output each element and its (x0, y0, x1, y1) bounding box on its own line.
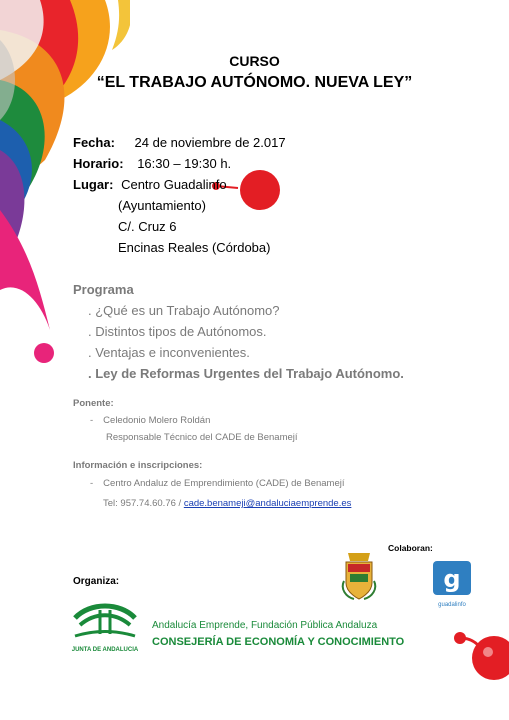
programa-item: . Ventajas e inconvenientes. (88, 345, 250, 360)
info-center: Centro Andaluz de Emprendimiento (CADE) de Benamejí (103, 478, 345, 489)
colaboran-label: Colaboran: (388, 543, 433, 553)
horario-row (73, 156, 231, 171)
guadalinfo-icon (432, 560, 472, 596)
horario-value: 16:30 – 19:30 h. (137, 156, 232, 171)
course-title: “EL TRABAJO AUTÓNOMO. NUEVA LEY” (96, 74, 413, 91)
decorative-red-circle (210, 168, 282, 216)
fecha-row (73, 135, 286, 150)
horario-label: Horario: (73, 156, 124, 171)
ponente-name: Celedonio Molero Roldán (103, 415, 211, 426)
lugar-row (73, 177, 227, 192)
ponente-heading: Ponente: (73, 398, 114, 409)
junta-emblem-icon (70, 600, 140, 642)
info-heading: Información e inscripciones: (73, 460, 203, 471)
decorative-red-circle-bottom (452, 626, 509, 686)
guadalinfo-text: guadalinfo (438, 602, 466, 608)
lugar-label: Lugar: (73, 177, 114, 192)
org-line1: Andalucía Emprende, Fundación Pública Andaluza (152, 620, 378, 631)
junta-logo (70, 600, 140, 652)
info-contact-row (103, 498, 351, 509)
coat-of-arms-logo (338, 551, 380, 601)
info-center-row: - Centro Andaluz de Emprendimiento (CADE) de Benamejí (90, 478, 345, 489)
junta-text: JUNTA DE ANDALUCIA (71, 647, 139, 653)
info-tel: Tel: 957.74.60.76 / (103, 498, 184, 509)
lugar-line: (Ayuntamiento) (118, 198, 206, 213)
guadalinfo-logo (432, 560, 472, 608)
ponente-role: Responsable Técnico del CADE de Benamejí (106, 432, 298, 443)
course-label: CURSO (229, 53, 280, 69)
ponente-name-row: - Celedonio Molero Roldán (90, 415, 211, 426)
org-line2: CONSEJERÍA DE ECONOMÍA Y CONOCIMIENTO (152, 636, 405, 648)
fecha-label: Fecha: (73, 135, 115, 150)
lugar-line: Encinas Reales (Córdoba) (118, 240, 271, 255)
programa-item: . ¿Qué es un Trabajo Autónomo? (88, 303, 280, 318)
lugar-line: C/. Cruz 6 (118, 219, 177, 234)
email-link[interactable]: cade.benameji@andaluciaemprende.es (183, 498, 352, 509)
programa-item: . Distintos tipos de Autónomos. (88, 324, 267, 339)
fecha-value: 24 de noviembre de 2.017 (134, 135, 286, 150)
svg-text:g: g (443, 565, 461, 593)
programa-item: . Ley de Reformas Urgentes del Trabajo Autónomo. (88, 366, 404, 381)
programa-heading: Programa (73, 282, 134, 297)
lugar-line: Centro Guadalinfo (121, 177, 227, 192)
organiza-label: Organiza: (73, 576, 120, 587)
